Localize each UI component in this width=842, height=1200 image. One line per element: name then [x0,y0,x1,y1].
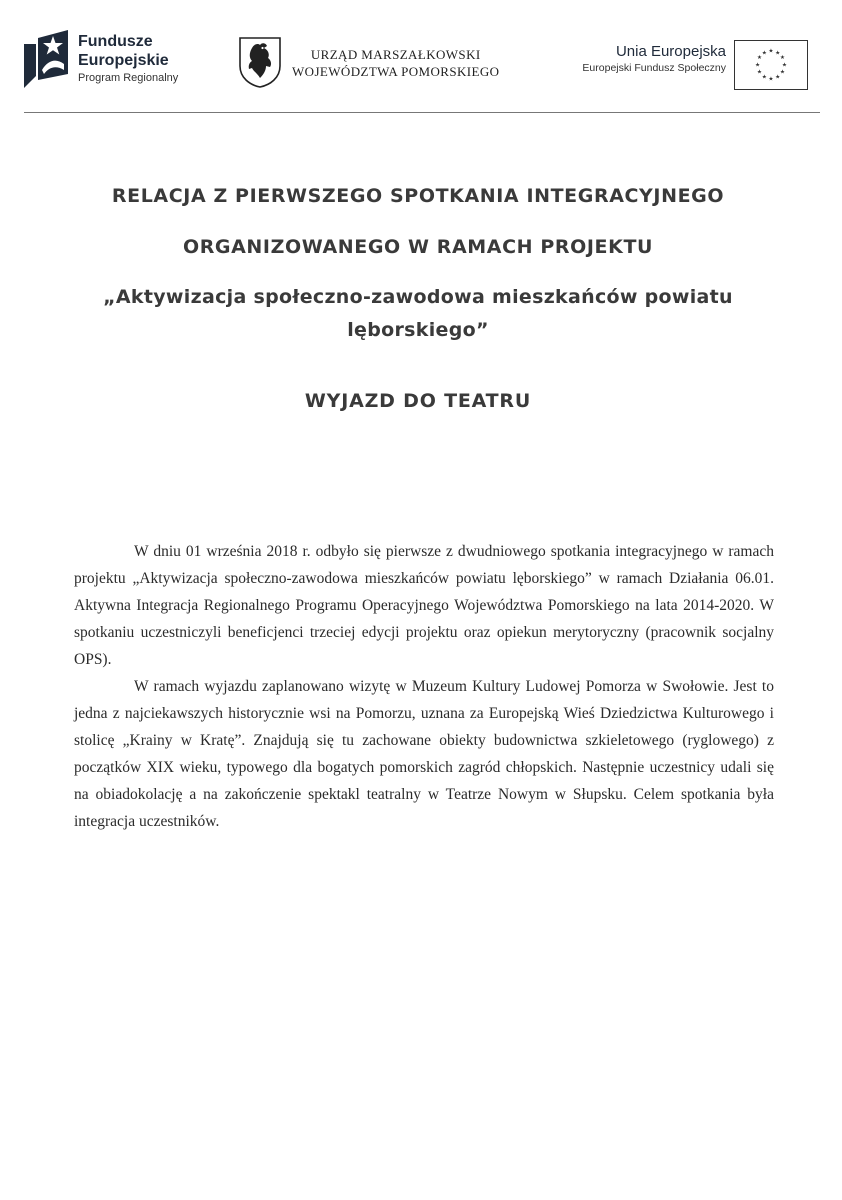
unia-europejska-text [556,42,726,75]
svg-text:★: ★ [775,50,781,57]
svg-text:★: ★ [756,69,763,76]
fundusze-europejskie-logo [24,30,224,100]
unia-europejska-logo [556,36,820,96]
fe-line-2: Europejskie [78,52,169,69]
svg-text:★: ★ [768,48,774,55]
ue-subtitle: Europejski Fundusz Społeczny [582,62,726,74]
urzad-marszalkowski-logo [238,36,538,96]
paragraph-2: W ramach wyjazdu zaplanowano wizytę w Muzeum Kultury Ludowej Pomorza w Swołowie. Jest to jedna z najciekawszych historycznie wsi na Pomorzu, uznana za Europejską Wieś Dziedzictwa Kulturowego i stolicę „Krainy w Kratę”. Znajdują się tu zachowane obiekty budownictwa szkieletowego (ryglowego) z początków XIX wieku, typowego dla bogatych pomorskich zagród chłopskich. Następnie uczestnicy udali się na obiadokolację a na zakończenie spektakl teatralny w Teatrze Nowym w Słupsku. Celem spotkania była integracja uczestników. [74,678,774,830]
paragraph-1: W dniu 01 września 2018 r. odbyło się pierwsze z dwudniowego spotkania integracyjnego w ramach projektu „Aktywizacja społeczno-zawodowa mieszkańców powiatu lęborskiego” w ramach Działania 06.01. Aktywna Integracja Regionalnego Programu Operacyjnego Województwa Pomorskiego na lata 2014-2020. W spotkaniu uczestniczyli beneficjenci trzeciej edycji projektu oraz opiekun merytoryczny (pracownik socjalny OPS). [74,543,774,668]
svg-text:★: ★ [775,74,781,81]
document-subheading: ORGANIZOWANEGO W RAMACH PROJEKTU [182,236,654,258]
ue-title: Unia Europejska [615,43,726,60]
svg-text:★: ★ [779,69,786,76]
svg-text:★: ★ [761,50,767,57]
title-block [60,180,776,415]
report-body [74,538,774,835]
logo-header [20,30,820,110]
urzad-line-2: WOJEWÓDZTWA POMORSKIEGO [292,64,500,79]
svg-text:★: ★ [761,74,767,81]
svg-text:★: ★ [781,62,788,69]
urzad-marszalkowski-text [292,46,499,80]
fundusze-europejskie-icon [24,30,68,88]
griffin-crest-icon [238,36,282,88]
project-name: „Aktywizacja społeczno-zawodowa mieszkańców powiatu lęborskiego” [103,286,733,341]
event-title: WYJAZD DO TEATRU [304,390,532,412]
urzad-line-1: URZĄD MARSZAŁKOWSKI [310,47,481,62]
eu-flag-icon [734,40,808,90]
document-heading: RELACJA Z PIERWSZEGO SPOTKANIA INTEGRACYJNEGO [111,185,725,207]
fe-line-3: Program Regionalny [78,72,179,84]
fe-line-1: Fundusze [78,33,153,50]
svg-text:★: ★ [779,55,786,62]
svg-text:★: ★ [754,62,761,69]
fundusze-europejskie-text [78,32,178,86]
svg-text:★: ★ [756,55,763,62]
svg-text:★: ★ [768,76,774,83]
header-divider [24,112,820,113]
